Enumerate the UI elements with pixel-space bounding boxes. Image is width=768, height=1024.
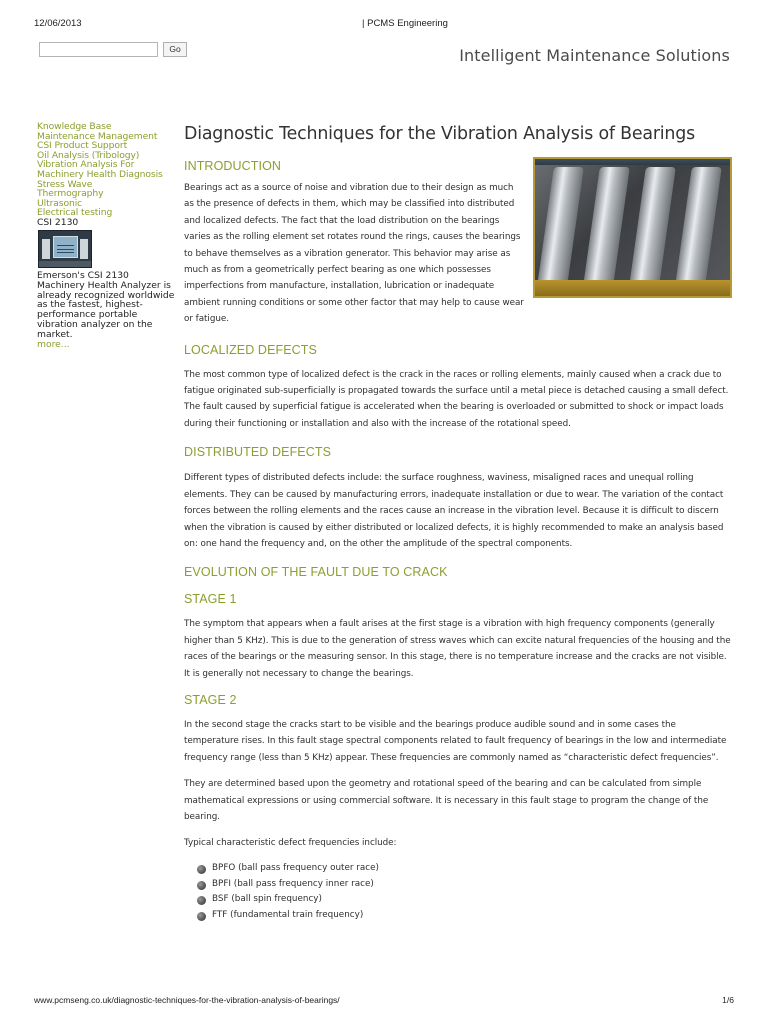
- sidebar-more-link[interactable]: more...: [37, 338, 70, 350]
- bearing-roller: [536, 167, 584, 293]
- sidebar-item-vibration-analysis[interactable]: Vibration Analysis For: [37, 159, 135, 171]
- footer-url: www.pcmseng.co.uk/diagnostic-techniques-for-the-vibration-analysis-of-bearings/: [34, 995, 340, 1005]
- heading-localized-defects: LOCALIZED DEFECTS: [184, 342, 317, 357]
- bearing-roller: [582, 167, 630, 293]
- bullet-icon: [197, 912, 206, 921]
- list-item: [197, 892, 732, 908]
- bullet-icon: [197, 896, 206, 905]
- distributed-defects-text: Different types of distributed defects include: the surface roughness, waviness, misaligned races and unequal rolling elements. They can be caused by manufacturing errors, inadequate installation or due to wear. The variation of the contact forces between the rolling elements and the races cause an increase in the vibration level. Because it is difficult to discern when the vibration is caused by either distributed or localized defects, it is highly recommended to make an analysis based on: one hand the frequency and, on the other the amplitude of the spectral components.: [184, 473, 724, 549]
- heading-stage-2: STAGE 2: [184, 692, 237, 707]
- print-footer: [34, 995, 734, 1007]
- sidebar-product-description: Emerson's CSI 2130 Machinery Health Analyzer is already recognized worldwide as the fastest, highest-performance portable vibration analyzer on the market.: [37, 269, 175, 340]
- sidebar-product-title: CSI 2130: [37, 216, 79, 228]
- list-item: [197, 861, 732, 877]
- sidebar-nav: [37, 122, 177, 218]
- sidebar: [37, 122, 177, 350]
- site-tagline: Intelligent Maintenance Solutions: [459, 46, 730, 65]
- print-date: 12/06/2013: [34, 18, 82, 29]
- bearing-roller: [674, 167, 722, 293]
- localized-defects-text: The most common type of localized defect is the crack in the races or rolling elements, mainly caused when a crack due to fatigue originated sub-superficially is propagated towards the surface until a metal piece is detached causing a small defect. The fault caused by superficial fatigue is accelerated when the bearing is overloaded or submitted to shock or impact loads during their functioning or installation and also with the increase of the rotational speed.: [184, 369, 729, 429]
- device-screen: [53, 236, 78, 258]
- device-handle-left: [42, 239, 50, 259]
- stage-2-text: In the second stage the cracks start to be visible and the bearings produce audible sound and in some cases the temperature rises. In this fault stage spectral components related to fault frequency of bearings in the low and intermediate frequency range (less than 5 KHz) appear. These frequencies are commonly named as “characteristic defect frequencies”.: [184, 719, 727, 763]
- article: [184, 122, 732, 924]
- list-item-label: FTF (fundamental train frequency): [212, 910, 364, 921]
- device-handle-right: [80, 239, 88, 259]
- device-base: [39, 261, 91, 267]
- bearing-rollers-photo: [533, 157, 732, 298]
- sidebar-item-oil-analysis[interactable]: Oil Analysis (Tribology): [37, 149, 140, 161]
- sidebar-item-knowledge-base[interactable]: Knowledge Base: [37, 121, 112, 132]
- sidebar-item-maintenance-management[interactable]: Maintenance Management: [37, 130, 158, 142]
- heading-introduction: INTRODUCTION: [184, 159, 282, 173]
- search-input[interactable]: [39, 42, 158, 57]
- bullet-icon: [197, 881, 206, 890]
- sidebar-item-ultrasonic[interactable]: Ultrasonic: [37, 197, 83, 209]
- heading-evolution: EVOLUTION OF THE FAULT DUE TO CRACK: [184, 565, 448, 580]
- list-item: [197, 908, 732, 924]
- defect-frequency-list: [197, 861, 732, 924]
- list-item-label: BSF (ball spin frequency): [212, 894, 322, 905]
- bearing-roller: [628, 167, 676, 293]
- introduction-text: Bearings act as a source of noise and vibration due to their design as much as the presence of defects in them, which may be classified into distributed and localized defects. The fact that the load distribution on the bearings varies as the rolling element set rotates round the rings, causes the bearings to behave themselves as a vibration generator. This behavior may arise as much as from a geometrically perfect bearing as one which possesses imperfections from manufacture, installation, lubrication or inadequate ambient running conditions or some other factor that may help to cause wear or fatigue.: [184, 183, 524, 325]
- heading-distributed-defects: DISTRIBUTED DEFECTS: [184, 445, 332, 460]
- sidebar-item-stress-wave[interactable]: Stress Wave: [37, 178, 93, 190]
- list-item: [197, 877, 732, 893]
- sidebar-item-csi-product-support[interactable]: CSI Product Support: [37, 140, 128, 152]
- print-page-title: | PCMS Engineering: [362, 18, 448, 29]
- sidebar-item-machinery-health[interactable]: Machinery Health Diagnosis: [37, 168, 163, 180]
- list-item-label: BPFO (ball pass frequency outer race): [212, 862, 379, 873]
- list-item-label: BPFI (ball pass frequency inner race): [212, 878, 374, 889]
- sidebar-item-electrical-testing[interactable]: Electrical testing: [37, 207, 113, 219]
- bullet-icon: [197, 865, 206, 874]
- article-title: Diagnostic Techniques for the Vibration Analysis of Bearings: [184, 124, 695, 144]
- heading-stage-1: STAGE 1: [184, 592, 237, 607]
- print-header: [34, 18, 734, 32]
- stage-1-text: The symptom that appears when a fault arises at the first stage is a vibration with high frequency components (generally higher than 5 KHz). This is due to the generation of stress waves which can excite natural frequencies of the housing and the races of the bearings or the measuring sensor. In this stage, there is no temperature increase and the cracks are not visible. It is generally not necessary to change the bearings.: [184, 619, 731, 679]
- analyzer-device-image[interactable]: [38, 230, 92, 268]
- stage-2-text-continued: They are determined based upon the geometry and rotational speed of the bearing and can be calculated from simple mathematical expressions or using commercial software. It is necessary in this fault stage to program the change of the bearing.: [184, 779, 709, 822]
- typical-frequencies-intro: Typical characteristic defect frequencies include:: [184, 838, 397, 849]
- bearing-inner-ring: [535, 157, 730, 165]
- footer-page-number: 1/6: [722, 995, 734, 1005]
- sidebar-item-thermography[interactable]: Thermography: [37, 188, 104, 200]
- search-go-button[interactable]: Go: [163, 42, 187, 57]
- introduction-block: [184, 180, 732, 328]
- bearing-cage-ring: [535, 280, 730, 298]
